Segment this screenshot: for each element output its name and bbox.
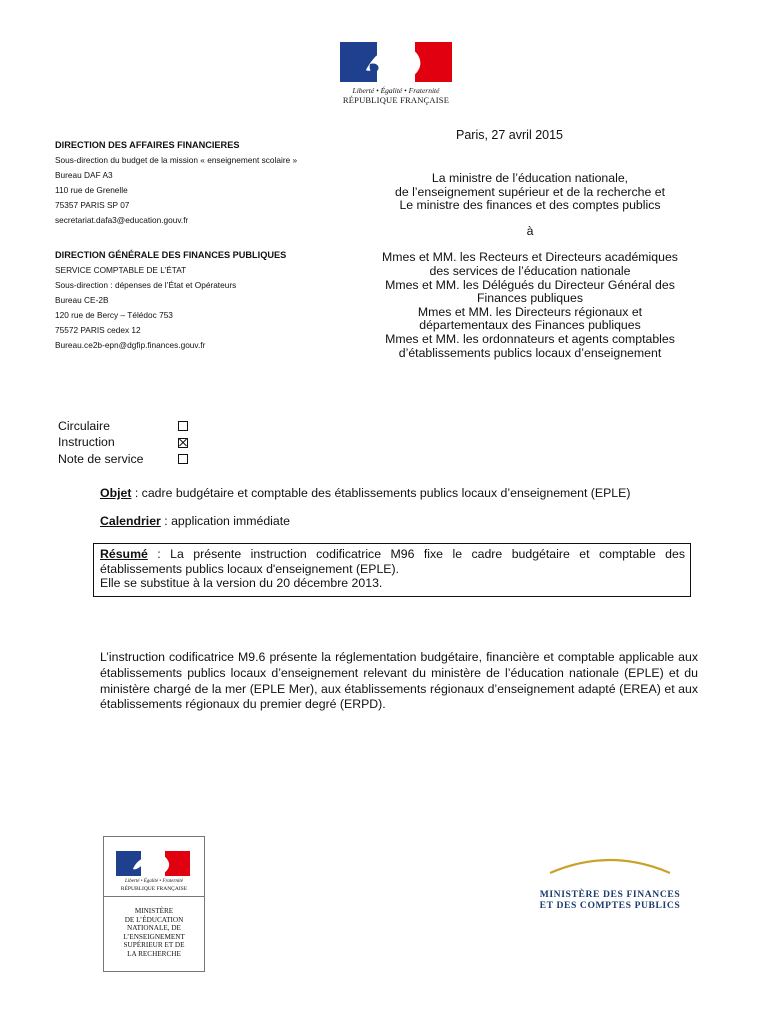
- finances-logo-line1: MINISTÈRE DES FINANCES: [539, 889, 681, 900]
- ministry-name: [104, 907, 204, 959]
- from-line: La ministre de l’éducation nationale,: [431, 171, 629, 185]
- doc-type-circulaire: [58, 418, 188, 434]
- resume-label: Résumé: [100, 547, 148, 561]
- document-date: Paris, 27 avril 2015: [456, 128, 564, 142]
- from-line: de l’enseignement supérieur et de la recherche et: [394, 184, 665, 199]
- to-line: Finances publiques: [477, 291, 583, 306]
- to-line: des services de l’éducation nationale: [429, 263, 631, 278]
- ministry-line: NATIONALE, DE: [127, 924, 181, 933]
- unchecked-box-icon: [178, 421, 188, 431]
- ministry-line: MINISTÈRE: [134, 907, 174, 915]
- ministry-finances-logo: [520, 855, 700, 911]
- objet-text: : cadre budgétaire et comptable des établissements publics locaux d’enseignement (EPLE): [131, 486, 631, 500]
- objet-label: Objet: [100, 486, 132, 500]
- marianne-profile-icon: [116, 851, 190, 876]
- republic-text-small: RÉPUBLIQUE FRANÇAISE: [120, 886, 188, 892]
- sender-daf-heading: DIRECTION DES AFFAIRES FINANCIERES: [55, 140, 240, 150]
- sender-dgfip-block: [55, 248, 345, 353]
- tricolor-flag: [340, 42, 452, 82]
- doc-type-note-de-service: [58, 451, 188, 467]
- sender-daf-line: 75357 PARIS SP 07: [55, 200, 130, 210]
- unchecked-box-icon: [178, 454, 188, 464]
- sender-dgfip-line: Sous-direction : dépenses de l’État et Opérateurs: [55, 280, 237, 290]
- finances-logo-line2: ET DES COMPTES PUBLICS: [539, 900, 681, 911]
- calendrier-text: : application immédiate: [160, 514, 291, 528]
- body-paragraph: L’instruction codificatrice M9.6 présente la réglementation budgétaire, financière et comptable applicable aux établissements publics locaux d’enseignement relevant du ministère de l’éducation nationale (EPLE) et du ministère chargé de la mer (EPLE Mer), aux établissements régionaux d’enseignement adapté (EREA) et aux établissements régionaux du premier degré (ERPD).: [100, 650, 698, 712]
- calendrier-line: [100, 514, 290, 528]
- golden-arc-icon: [520, 855, 700, 875]
- ministry-line: LA RECHERCHE: [127, 949, 181, 958]
- to-line: d’établissements publics locaux d’enseignement: [398, 345, 662, 360]
- to-line: Mmes et MM. les Recteurs et Directeurs académiques: [382, 250, 678, 265]
- resume-paragraph: [100, 547, 685, 576]
- calendrier-label: Calendrier: [100, 514, 161, 528]
- resume-text: : La présente instruction codificatrice M96 fixe le cadre budgétaire et comptable des établissements publics locaux d'enseignement (EPLE).: [100, 547, 685, 576]
- sender-daf-line: Bureau DAF A3: [55, 170, 113, 180]
- sender-dgfip-heading: DIRECTION GÉNÉRALE DES FINANCES PUBLIQUES: [55, 250, 287, 260]
- motto-text-small: Liberté • Égalité • Fraternité: [125, 879, 183, 884]
- sender-daf-line: 110 rue de Grenelle: [55, 185, 128, 195]
- to-line: Mmes et MM. les Directeurs régionaux et: [417, 304, 643, 319]
- sender-dgfip-line: SERVICE COMPTABLE DE L’ÉTAT: [55, 265, 187, 275]
- resume-line2: Elle se substitue à la version du 20 décembre 2013.: [100, 576, 383, 591]
- to-line: Mmes et MM. les Délégués du Directeur Général des: [385, 277, 675, 292]
- sender-dgfip-line: 120 rue de Bercy – Télédoc 753: [55, 310, 173, 320]
- to-word: à: [526, 223, 534, 238]
- to-line: départementaux des Finances publiques: [419, 318, 641, 333]
- checked-box-icon: [178, 438, 188, 448]
- doc-type-instruction: [58, 434, 188, 450]
- resume-box: [93, 543, 691, 597]
- doc-type-label: Circulaire: [58, 419, 110, 433]
- marianne-logo: [340, 42, 452, 105]
- marianne-profile-icon: [340, 42, 452, 82]
- doc-type-label: Note de service: [58, 451, 144, 466]
- motto-text: Liberté • Égalité • Fraternité: [352, 86, 440, 95]
- document-type-list: [58, 418, 188, 467]
- sender-daf-line: Sous-direction du budget de la mission « enseignement scolaire »: [55, 155, 298, 165]
- sender-dgfip-line: 75572 PARIS cedex 12: [55, 325, 141, 335]
- sender-dgfip-email: Bureau.ce2b-epn@dgfip.finances.gouv.fr: [55, 340, 206, 350]
- ministry-line: SUPÉRIEUR ET DE: [123, 941, 185, 950]
- sender-daf-block: [55, 138, 345, 228]
- sender-dgfip-line: Bureau CE-2B: [55, 295, 109, 305]
- from-line: Le ministre des finances et des comptes publics: [399, 198, 661, 213]
- republic-text: RÉPUBLIQUE FRANÇAISE: [342, 95, 450, 105]
- sender-daf-email: secretariat.dafa3@education.gouv.fr: [55, 215, 189, 225]
- ministry-education-logo: [103, 836, 205, 972]
- ministry-line: DE L’ÉDUCATION: [124, 915, 184, 924]
- doc-type-label: Instruction: [58, 435, 115, 450]
- logo-divider: [104, 896, 204, 897]
- ministry-line: L’ENSEIGNEMENT: [123, 932, 185, 941]
- to-line: Mmes et MM. les ordonnateurs et agents comptables: [385, 331, 675, 346]
- recipients-block: [360, 172, 700, 360]
- objet-line: [100, 486, 630, 500]
